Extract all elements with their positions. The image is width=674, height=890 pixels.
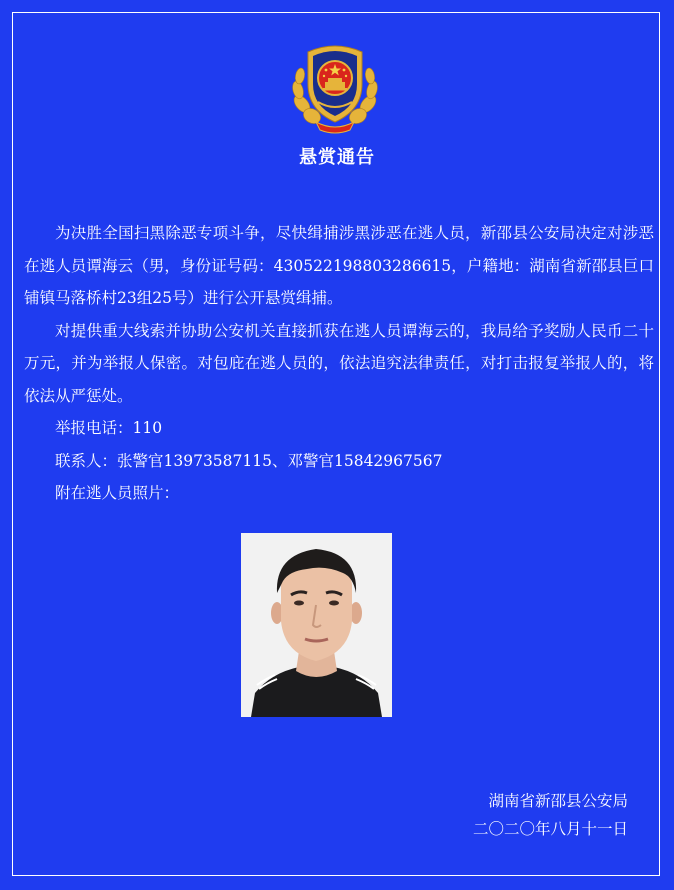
police-emblem-icon xyxy=(288,38,382,134)
contacts-line: 联系人：张警官13973587115、邓警官15842967567 xyxy=(55,451,443,470)
issuer-signature: 湖南省新邵县公安局 xyxy=(488,792,628,810)
suspect-photo xyxy=(241,533,392,717)
notice-body xyxy=(24,217,654,510)
issue-date: 二〇二〇年八月十一日 xyxy=(472,820,628,838)
notice-title: 悬赏通告 xyxy=(299,147,375,168)
paragraph-reward: 对提供重大线索并协助公安机关直接抓获在逃人员谭海云的，我局给予奖励人民币二十万元，并为举报人保密。对包庇在逃人员的，依法追究法律责任，对打击报复举报人的，将依法从严惩处。 xyxy=(24,321,654,405)
paragraph-announcement: 为决胜全国扫黑除恶专项斗争，尽快缉捕涉黑涉恶在逃人员，新邵县公安局决定对涉恶在逃人员谭海云（男，身份证号码：430522198803286615，户籍地：湖南省新邵县巨口铺镇马落桥村23组25号）进行公开悬赏缉捕。 xyxy=(24,224,654,307)
photo-caption: 附在逃人员照片： xyxy=(55,484,180,502)
suspect-portrait-icon xyxy=(241,533,392,717)
hotline-line: 举报电话：110 xyxy=(55,419,163,437)
